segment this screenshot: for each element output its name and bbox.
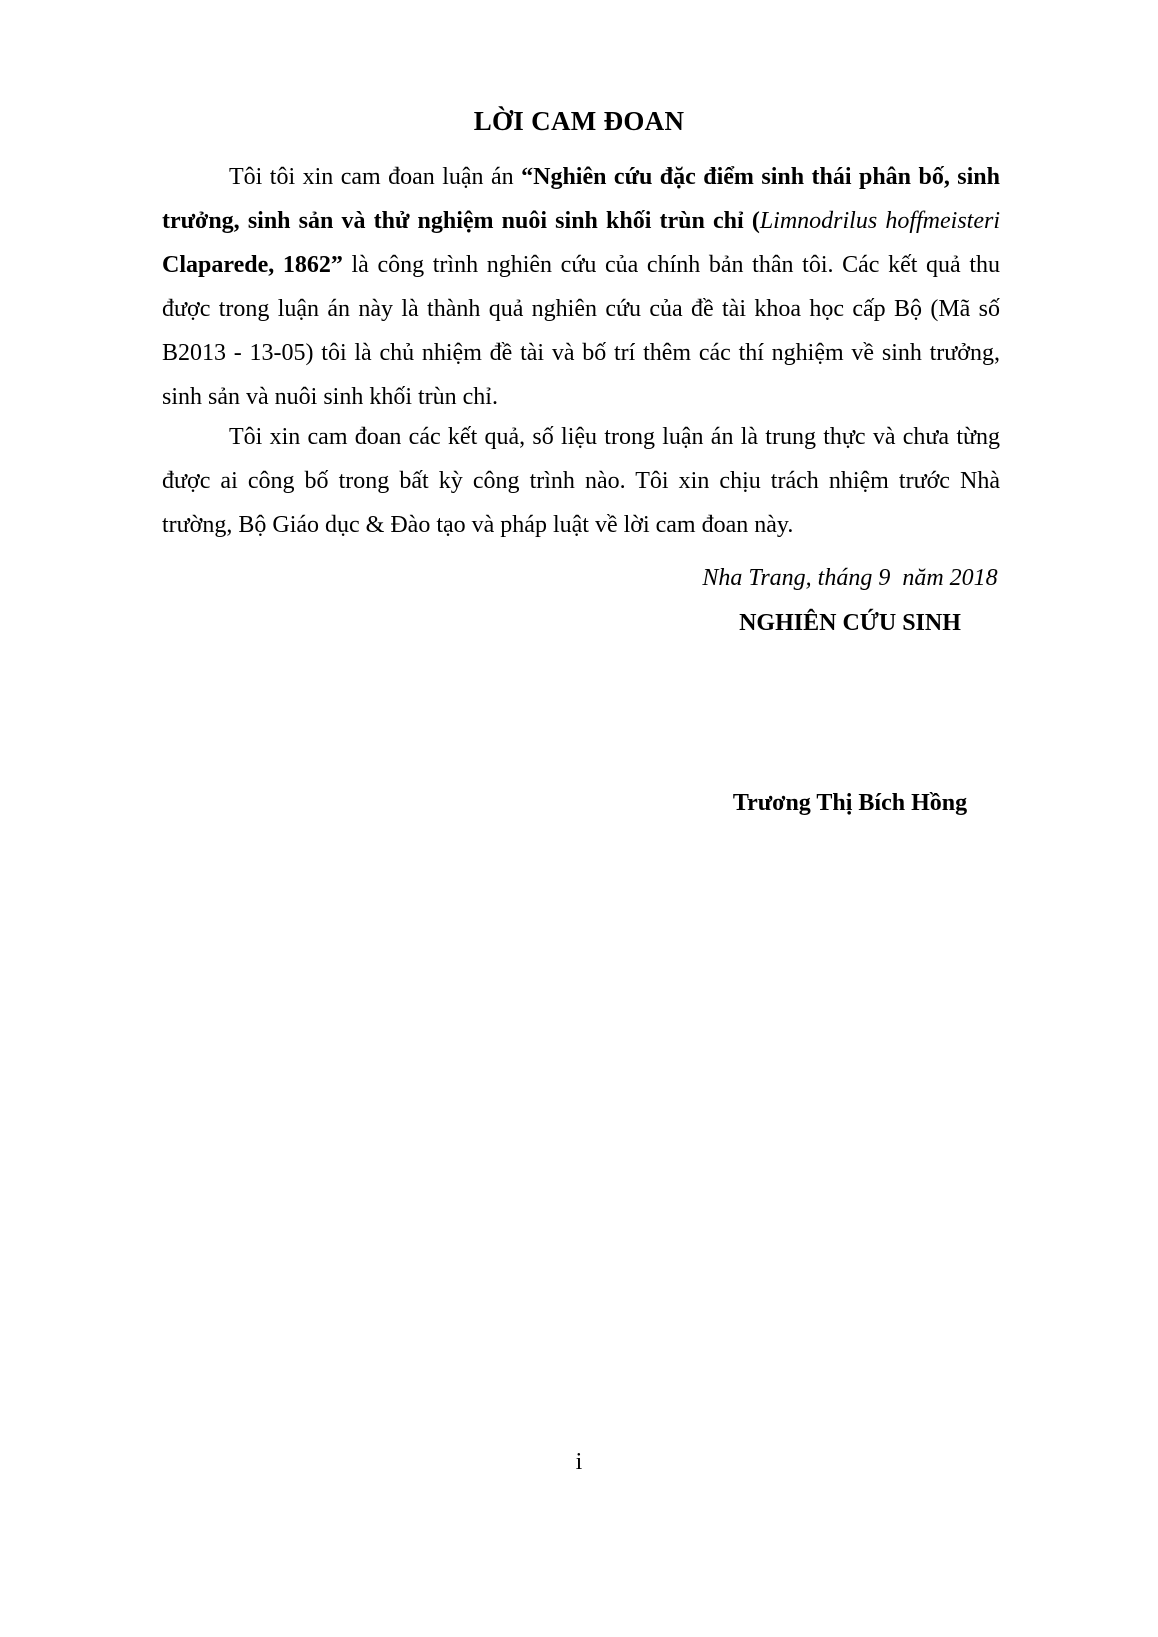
signer-name: Trương Thị Bích Hồng — [732, 790, 968, 816]
commitment-paragraph: Tôi xin cam đoan các kết quả, số liệu trong luận án là trung thực và chưa từng được ai công bố trong bất kỳ công trình nào. Tôi xin chịu trách nhiệm trước Nhà trường, Bộ Giáo dục & Đào tạo và pháp luật về lời cam đoan này. — [162, 424, 1000, 538]
declaration-rest: là công trình nghiên cứu của chính bản thân tôi. Các kết quả thu được trong luận án này là thành quả nghiên cứu của đề tài khoa học cấp Bộ (Mã số B2013 - 13-05) tôi là chủ nhiệm đề tài và bố trí thêm các thí nghiệm về sinh trưởng, sinh sản và nuôi sinh khối trùn chỉ. — [162, 252, 1000, 410]
place-date: Nha Trang, tháng 9 năm 2018 — [702, 565, 998, 591]
signer-role: NGHIÊN CỨU SINH — [739, 610, 961, 636]
declaration-paragraph — [162, 155, 1000, 419]
thesis-title-part2: Claparede, 1862” — [162, 252, 343, 278]
declaration-intro: Tôi tôi xin cam đoan luận án — [229, 164, 522, 190]
page-number: i — [575, 1449, 583, 1475]
thesis-title-part1: “Nghiên cứu đặc điểm sinh thái phân bố, sinh trưởng, sinh sản và thử nghiệm nuôi sinh khối trùn chỉ ( — [162, 164, 1000, 234]
page-title: LỜI CAM ĐOAN — [473, 106, 685, 136]
species-name: Limnodrilus hoffmeisteri — [759, 208, 1000, 234]
